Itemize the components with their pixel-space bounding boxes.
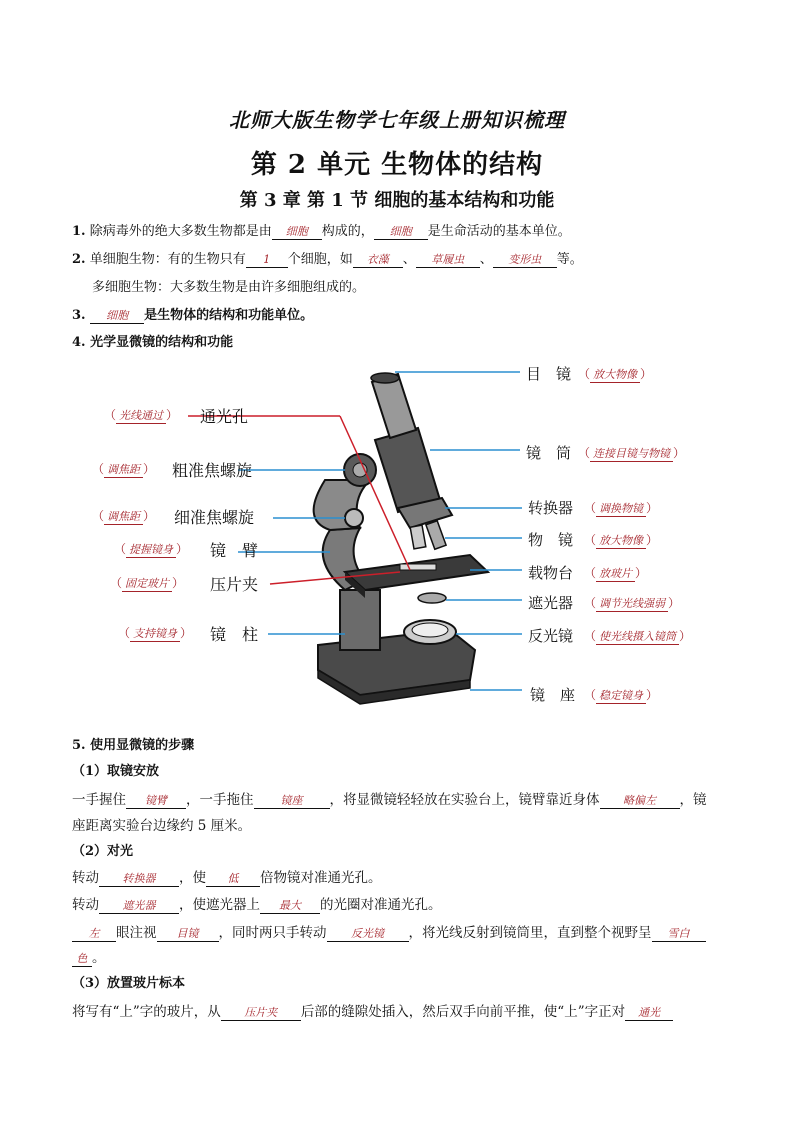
left-answer-1: （ 调焦距 ）	[92, 462, 156, 476]
question-4: 4. 光学显微镜的结构和功能	[72, 335, 234, 350]
step-3-line1: 将写有“上”字的玻片，从 压片夹 后部的缝隙处插入，然后双手向前平推，使“上”字正对 通光	[72, 1000, 673, 1021]
label-objective: 物 镜	[528, 531, 574, 549]
left-answer-0: （ 光线通过 ）	[104, 408, 179, 422]
step-2-title: （2）对光	[72, 844, 134, 859]
answer-blank: 细胞	[374, 225, 428, 240]
label-pillar: 镜 柱	[210, 625, 259, 644]
left-answer-4: （ 固定玻片 ）	[110, 576, 185, 590]
step-2-line4: 色 。	[72, 946, 106, 967]
answer-blank: 变形虫	[493, 253, 557, 268]
section-title: 第 3 章 第 1 节 细胞的基本结构和功能	[239, 190, 555, 211]
label-stage-clip: 压片夹	[210, 575, 259, 594]
label-base: 镜 座	[530, 686, 576, 704]
question-5-title: 5. 使用显微镜的步骤	[72, 738, 195, 753]
label-light-hole: 通光孔	[200, 407, 249, 426]
answer-blank: 通光	[625, 1006, 673, 1021]
left-answer-2: （ 调焦距 ）	[92, 509, 156, 523]
step-1-title: （1）取镜安放	[72, 764, 160, 779]
answer-blank: 转换器	[99, 872, 179, 887]
right-answer-2: （ 调换物镜 ）	[584, 501, 659, 515]
answer-blank: 草履虫	[416, 253, 480, 268]
question-3: 3. 细胞 是生物体的结构和功能单位。	[72, 308, 314, 323]
answer-blank: 略偏左	[600, 794, 680, 809]
label-body-tube: 镜 筒	[526, 444, 572, 462]
left-answer-5: （ 支持镜身 ）	[118, 626, 193, 640]
answer-blank: 反光镜	[327, 927, 409, 942]
answer-blank: 雪白	[652, 927, 706, 942]
answer-blank: 细胞	[90, 309, 144, 324]
label-coarse-knob: 粗准焦螺旋	[172, 461, 253, 480]
label-eyepiece: 目 镜	[526, 365, 572, 383]
doc-main-title: 北师大版生物学七年级上册知识梳理	[229, 108, 565, 132]
right-answer-4: （ 放玻片 ）	[584, 566, 648, 580]
answer-blank: 低	[206, 872, 260, 887]
question-2: 2. 单细胞生物：有的生物只有 1 个细胞，如 衣藻 、 草履虫 、 变形虫 等。	[72, 252, 583, 267]
label-nosepiece: 转换器	[528, 499, 574, 517]
label-arm: 镜 臂	[210, 541, 259, 560]
right-answer-7: （ 稳定镜身 ）	[584, 688, 659, 702]
label-diaphragm: 遮光器	[528, 594, 574, 612]
right-answer-0: （ 放大物像 ）	[578, 367, 653, 381]
right-answer-3: （ 放大物像 ）	[584, 533, 659, 547]
step-2-line2: 转动 遮光器 ，使遮光器上 最大 的光圈对准通光孔。	[72, 897, 442, 913]
answer-blank: 最大	[260, 899, 320, 914]
answer-blank: 1	[246, 253, 288, 268]
answer-blank: 左	[72, 927, 116, 942]
answer-blank: 衣藻	[353, 253, 403, 268]
answer-blank: 细胞	[272, 225, 322, 240]
step-1-line2: 座距离实验台边缘约 5 厘米。	[72, 818, 252, 834]
answer-blank: 镜臂	[126, 794, 186, 809]
answer-blank: 遮光器	[99, 899, 179, 914]
right-answer-5: （ 调节光线强弱 ）	[584, 596, 681, 610]
step-2-line3: 左 眼注视 目镜 ，同时两只手转动 反光镜 ，将光线反射到镜筒里，直到整个视野呈 雪白	[72, 921, 706, 942]
answer-blank: 镜座	[254, 794, 330, 809]
label-stage: 载物台	[528, 564, 574, 582]
right-answer-1: （ 连接目镜与物镜 ）	[578, 446, 686, 460]
answer-blank: 目镜	[157, 927, 219, 942]
step-1-line1: 一手握住 镜臂 ，一手拖住 镜座 ，将显微镜轻轻放在实验台上，镜臂靠近身体 略偏左 ，镜	[72, 792, 707, 808]
step-2-line1: 转动 转换器 ，使 低 倍物镜对准通光孔。	[72, 870, 382, 886]
label-mirror: 反光镜	[528, 627, 574, 645]
left-answer-3: （ 提握镜身 ）	[114, 542, 189, 556]
question-2-line2: 多细胞生物：大多数生物是由许多细胞组成的。	[92, 280, 366, 295]
right-answer-6: （ 使光线摄入镜筒 ）	[584, 629, 692, 643]
step-3-title: （3）放置玻片标本	[72, 976, 186, 991]
unit-title: 第 2 单元 生物体的结构	[250, 150, 544, 180]
question-1: 1. 除病毒外的绝大多数生物都是由 细胞 构成的， 细胞 是生命活动的基本单位。	[72, 224, 571, 239]
label-fine-knob: 细准焦螺旋	[174, 508, 255, 527]
answer-blank: 压片夹	[221, 1006, 301, 1021]
answer-blank: 色	[72, 952, 92, 967]
